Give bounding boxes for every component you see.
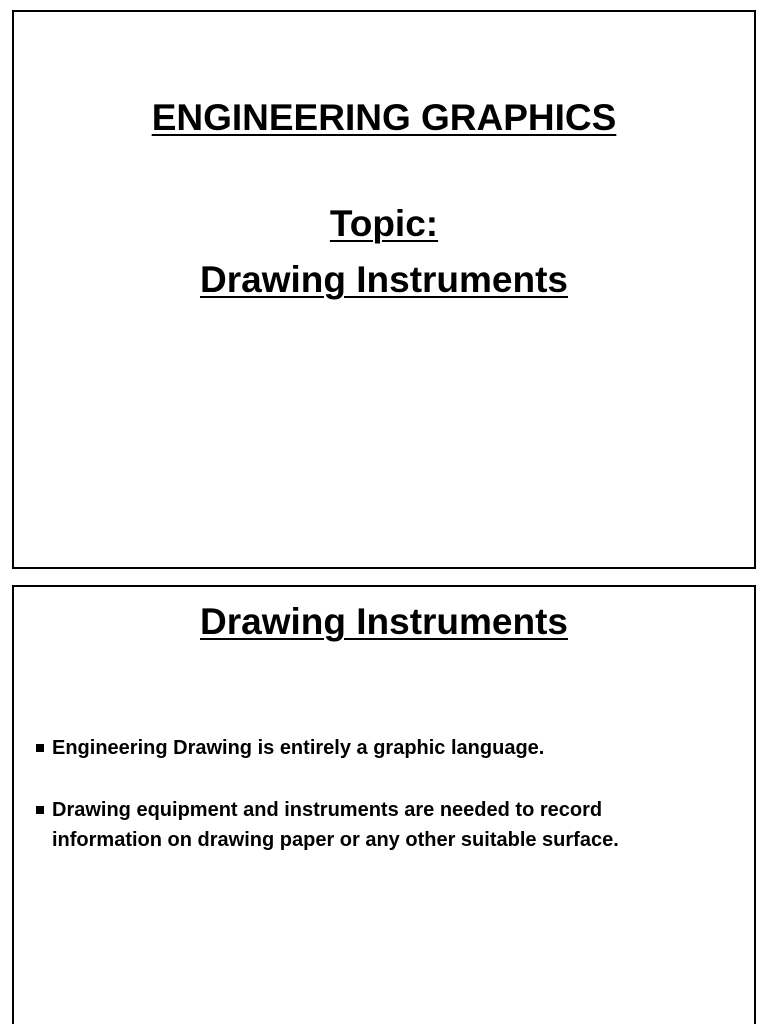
square-bullet-icon: [36, 806, 44, 814]
bullet-item: [36, 733, 736, 763]
bullet-list: [36, 733, 736, 887]
bullet-text-line: Drawing equipment and instruments are needed to record: [52, 799, 603, 821]
slide-1-topic-label: Topic:: [329, 203, 439, 244]
slide-1: [12, 10, 756, 569]
bullet-item: [36, 795, 736, 855]
bullet-text-line: Engineering Drawing is entirely a graphic language.: [52, 737, 545, 759]
slide-2-title: Drawing Instruments: [200, 601, 568, 642]
bullet-text-line: information on drawing paper or any other suitable surface.: [52, 829, 619, 851]
slide-2: [12, 585, 756, 1024]
square-bullet-icon: [36, 744, 44, 752]
slide-1-subtitle: Drawing Instruments: [200, 259, 568, 300]
slide-1-title: ENGINEERING GRAPHICS: [151, 97, 617, 138]
